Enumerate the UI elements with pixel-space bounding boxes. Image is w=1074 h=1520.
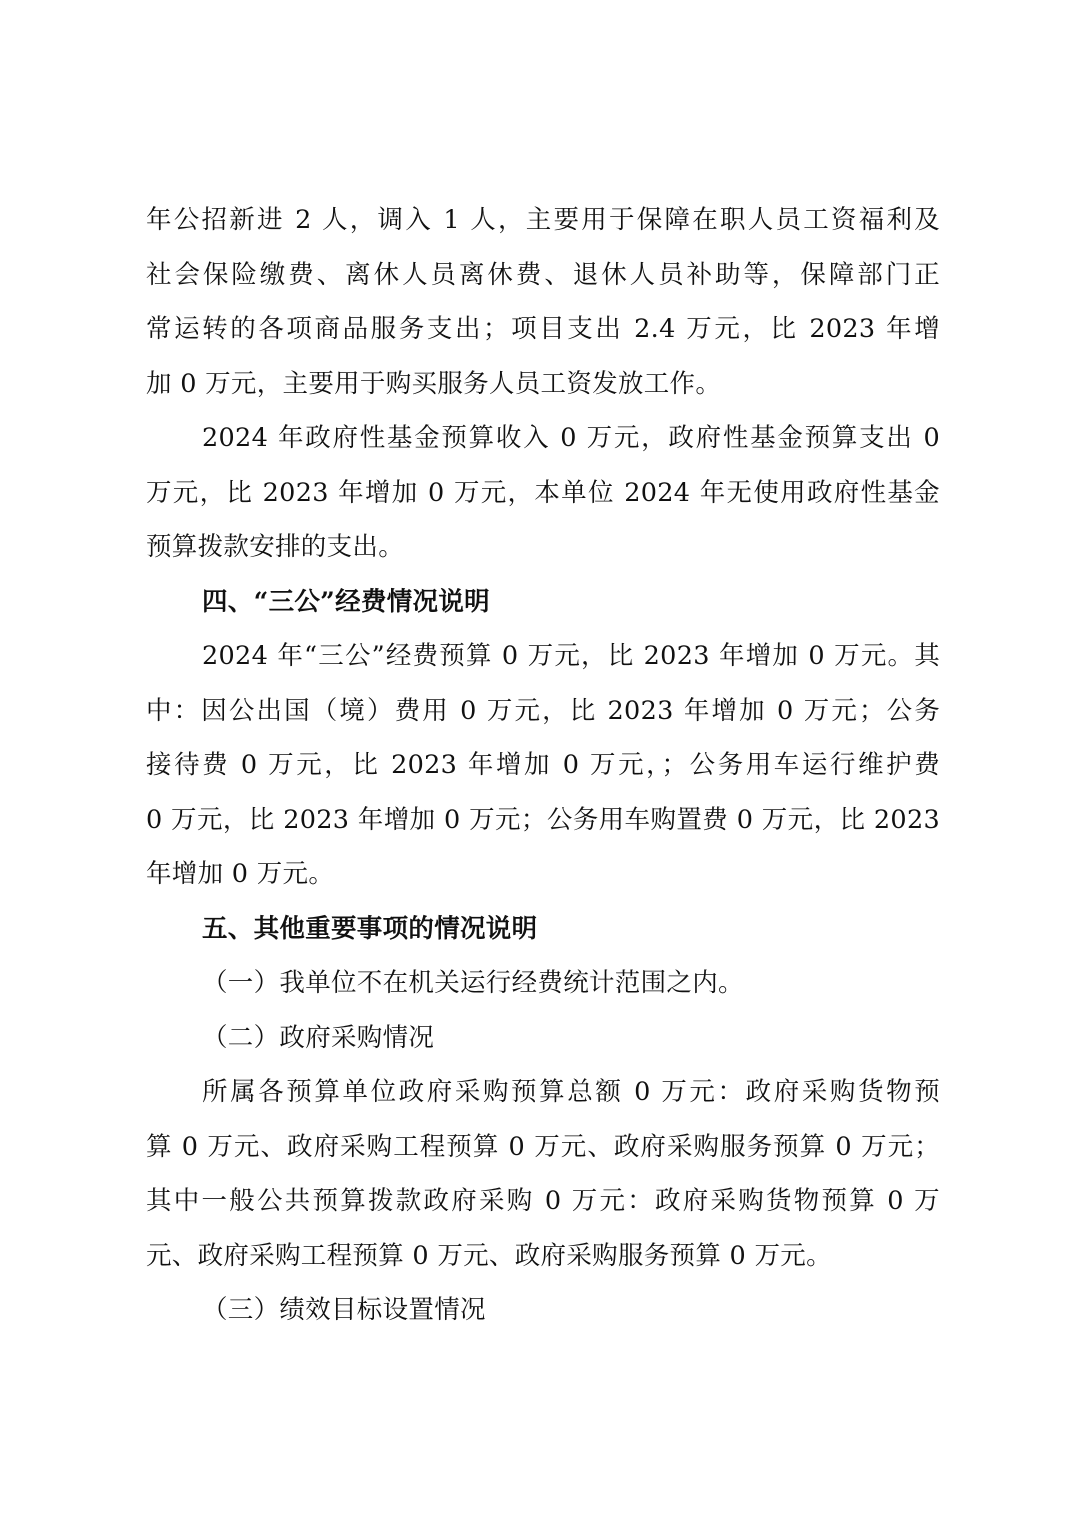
paragraph-line: 所属各预算单位政府采购预算总额 0 万元：政府采购货物预: [202, 1077, 940, 1107]
paragraph-line: 年公招新进 2 人，调入 1 人，主要用于保障在职人员工资福利及: [146, 205, 940, 235]
section-heading-four: 四、“三公”经费情况说明: [202, 586, 490, 617]
paragraph-line: 2024 年政府性基金预算收入 0 万元，政府性基金预算支出 0: [202, 423, 940, 453]
paragraph-line: 年增加 0 万元。: [146, 859, 335, 889]
paragraph-line: 2024 年“三公”经费预算 0 万元，比 2023 年增加 0 万元。其: [202, 641, 940, 671]
paragraph-line: 算 0 万元、政府采购工程预算 0 万元、政府采购服务预算 0 万元；: [146, 1131, 940, 1162]
paragraph-line: 元、政府采购工程预算 0 万元、政府采购服务预算 0 万元。: [146, 1240, 832, 1271]
paragraph-line: 接待费 0 万元，比 2023 年增加 0 万元，；公务用车运行维护费: [146, 750, 940, 780]
subsection-two: （二）政府采购情况: [202, 1022, 435, 1053]
paragraph-line: 万元，比 2023 年增加 0 万元，本单位 2024 年无使用政府性基金: [146, 477, 940, 508]
paragraph-line: 加 0 万元，主要用于购买服务人员工资发放工作。: [146, 368, 722, 399]
subsection-three: （三）绩效目标设置情况: [202, 1295, 486, 1325]
paragraph-line: 预算拨款安排的支出。: [146, 532, 405, 562]
subsection-one: （一）我单位不在机关运行经费统计范围之内。: [202, 968, 744, 998]
paragraph-line: 中：因公出国（境）费用 0 万元，比 2023 年增加 0 万元；公务: [146, 695, 940, 726]
section-heading-five: 五、其他重要事项的情况说明: [202, 913, 538, 944]
paragraph-line: 社会保险缴费、离休人员离休费、退休人员补助等，保障部门正: [146, 259, 940, 290]
document-page: [146, 193, 940, 1338]
paragraph-line: 0 万元，比 2023 年增加 0 万元；公务用车购置费 0 万元，比 2023: [146, 804, 940, 835]
paragraph-line: 常运转的各项商品服务支出；项目支出 2.4 万元，比 2023 年增: [146, 314, 940, 344]
paragraph-line: 其中一般公共预算拨款政府采购 0 万元：政府采购货物预算 0 万: [146, 1186, 940, 1216]
